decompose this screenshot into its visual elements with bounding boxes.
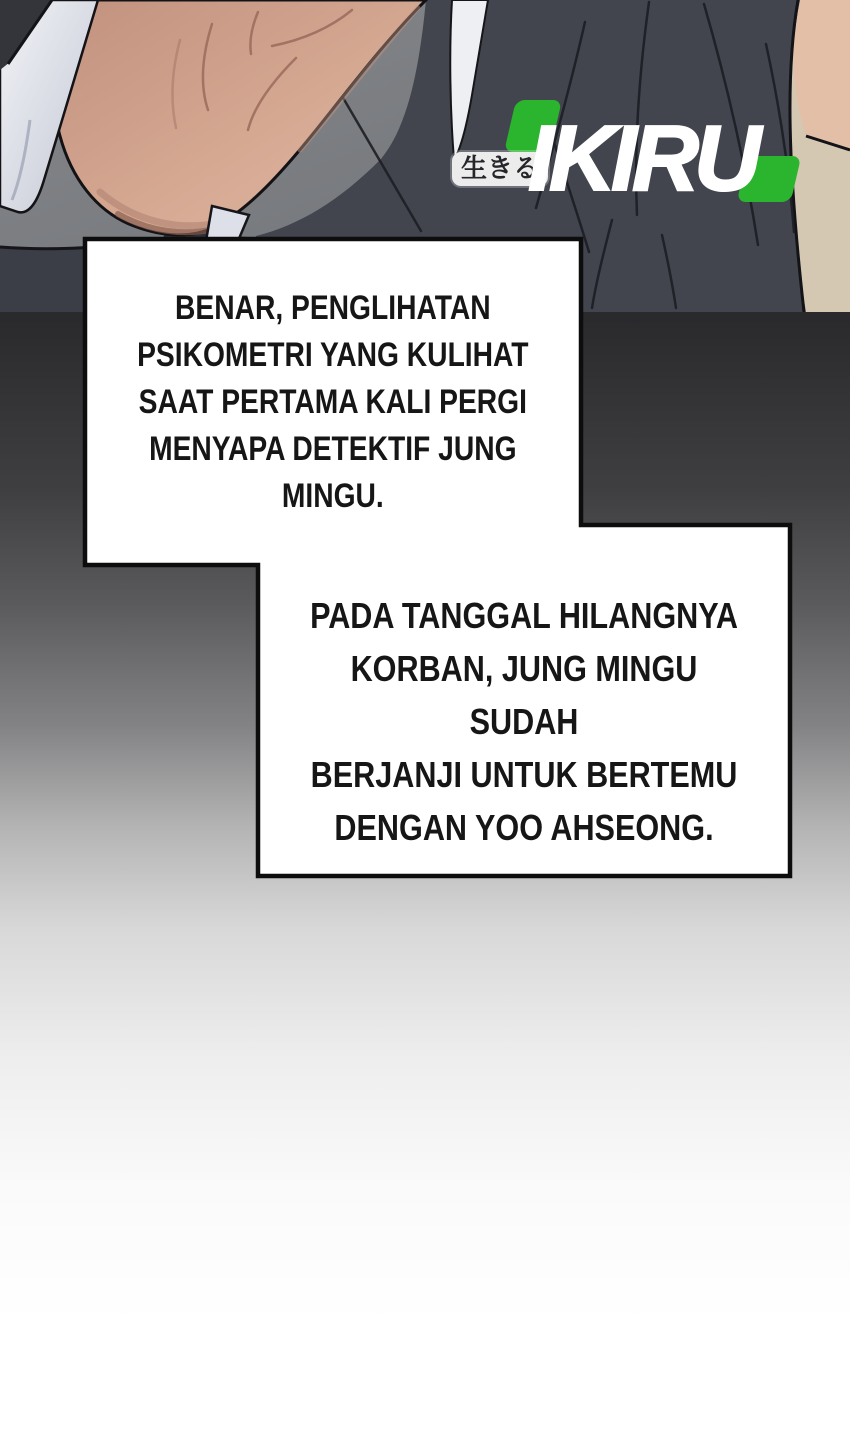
narration-line: KORBAN, JUNG MINGU SUDAH bbox=[350, 648, 698, 742]
narration-line: PSIKOMETRI YANG KULIHAT bbox=[137, 335, 529, 374]
narration-line: PADA TANGGAL HILANGNYA bbox=[310, 595, 738, 636]
narration-line: BERJANJI UNTUK BERTEMU bbox=[310, 754, 738, 795]
narration-text-2 bbox=[298, 589, 750, 854]
narration-line: MINGU. bbox=[282, 476, 384, 515]
narration-line: MENYAPA DETEKTIF JUNG bbox=[149, 429, 517, 468]
narration-line: DENGAN YOO AHSEONG. bbox=[334, 807, 714, 848]
watermark-brand: IKIRU bbox=[528, 106, 757, 210]
narration-line: SAAT PERTAMA KALI PERGI bbox=[138, 382, 528, 421]
narration-box-2 bbox=[258, 525, 790, 876]
narration-box-1 bbox=[85, 239, 581, 565]
narration-line: BENAR, PENGLIHATAN bbox=[175, 288, 491, 327]
narration-text-1 bbox=[137, 285, 528, 520]
watermark-badge: 生きる bbox=[452, 152, 548, 186]
